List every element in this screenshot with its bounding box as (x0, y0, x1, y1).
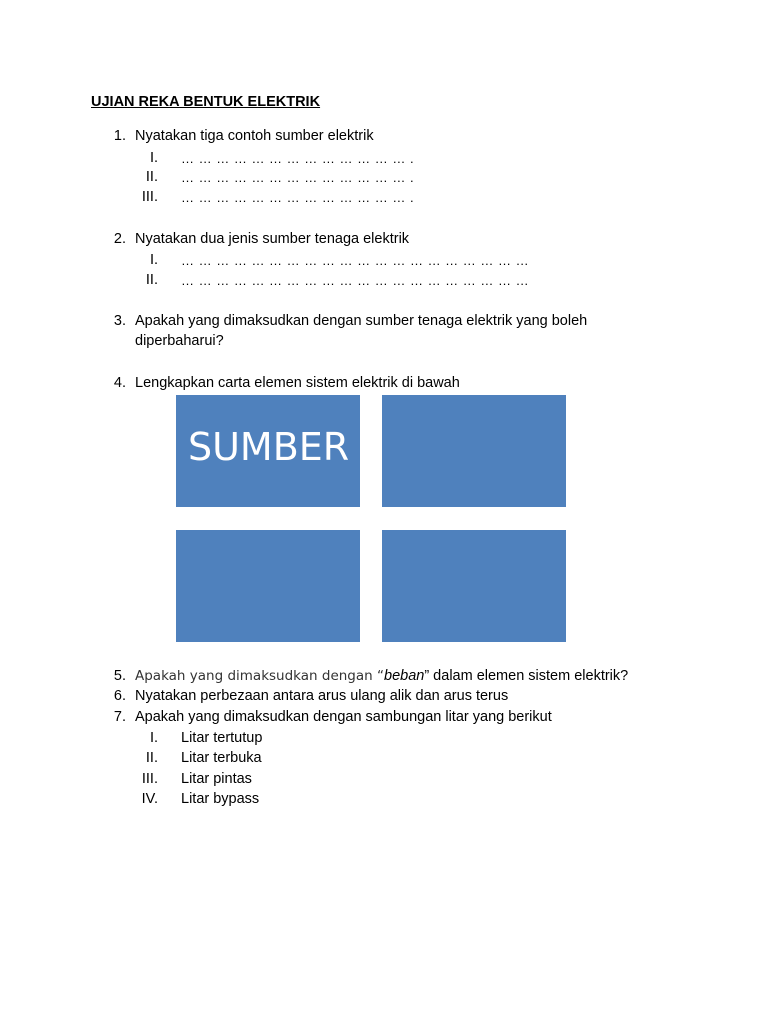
question-5-emphasis: beban (384, 668, 425, 684)
chart-box-sumber (176, 395, 360, 507)
question-7-text: Apakah yang dimaksudkan dengan sambungan litar yang berikut (135, 709, 552, 725)
chart-box-3-empty (176, 530, 360, 642)
chart-box-4-empty (382, 530, 566, 642)
question-5-text-before: Apakah yang dimaksudkan dengan “ (135, 668, 384, 684)
q7-item-2-roman: II. (145, 750, 158, 766)
q2-item-2-answer-blank: … … … … … … … … … … … … … … … … … … … … (181, 273, 530, 288)
question-6-number: 6. (113, 688, 126, 704)
q1-item-2-answer-blank: … … … … … … … … … … … … … . (181, 170, 415, 185)
q2-item-1-roman: I. (149, 252, 158, 268)
question-1-number: 1. (113, 128, 126, 144)
chart-box-2-empty (382, 395, 566, 507)
q7-item-4-text: Litar bypass (181, 791, 260, 807)
question-7-number: 7. (113, 709, 126, 725)
q7-item-3-text: Litar pintas (181, 771, 252, 787)
page-title: UJIAN REKA BENTUK ELEKTRIK (91, 94, 321, 110)
q2-item-1-answer-blank: … … … … … … … … … … … … … … … … … … … … (181, 253, 530, 268)
q7-item-4-roman: IV. (141, 791, 158, 807)
question-2-text: Nyatakan dua jenis sumber tenaga elektrik (135, 231, 410, 247)
q7-item-1-text: Litar tertutup (181, 730, 263, 746)
q2-item-2-roman: II. (145, 272, 158, 288)
q1-item-3-answer-blank: … … … … … … … … … … … … … . (181, 190, 415, 205)
question-3-number: 3. (113, 313, 126, 329)
question-3-text-line-1: Apakah yang dimaksudkan dengan sumber tenaga elektrik yang boleh (135, 313, 588, 329)
question-4-number: 4. (113, 375, 126, 391)
question-1-text: Nyatakan tiga contoh sumber elektrik (135, 128, 374, 144)
chart-box-sumber-label: SUMBER (188, 425, 350, 469)
q1-item-3-roman: III. (141, 189, 158, 205)
question-2-number: 2. (113, 231, 126, 247)
q1-item-1-roman: I. (149, 150, 158, 166)
question-5-text-after: ” dalam elemen sistem elektrik? (424, 668, 629, 684)
question-5-number: 5. (113, 668, 126, 684)
q7-item-2-text: Litar terbuka (181, 750, 262, 766)
question-6-text: Nyatakan perbezaan antara arus ulang alik dan arus terus (135, 688, 509, 704)
q7-item-3-roman: III. (141, 771, 158, 787)
question-4-text: Lengkapkan carta elemen sistem elektrik di bawah (135, 375, 460, 391)
q1-item-2-roman: II. (145, 169, 158, 185)
question-3-text-line-2: diperbaharui? (135, 333, 224, 349)
question-5-text (135, 667, 628, 685)
q7-item-1-roman: I. (149, 730, 158, 746)
q1-item-1-answer-blank: … … … … … … … … … … … … … . (181, 151, 415, 166)
